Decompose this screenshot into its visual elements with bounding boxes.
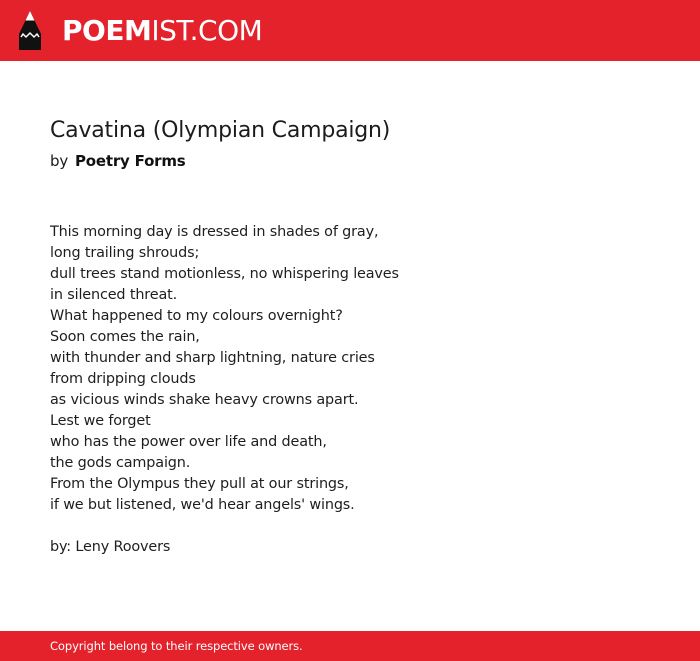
- poem-byline: [50, 150, 650, 172]
- poem-line: who has the power over life and death,: [50, 434, 327, 450]
- site-header: [0, 0, 700, 61]
- poem-line: From the Olympus they pull at our strings,: [50, 476, 349, 492]
- poem-line: as vicious winds shake heavy crowns apart.: [50, 392, 359, 408]
- poem-line: Lest we forget: [50, 413, 151, 429]
- poem-line: from dripping clouds: [50, 371, 196, 387]
- author-link[interactable]: Poetry Forms: [75, 152, 186, 170]
- copyright-text: Copyright belong to their respective owners.: [50, 639, 303, 653]
- poem-line: with thunder and sharp lightning, nature cries: [50, 350, 375, 366]
- poem-body: [50, 222, 650, 516]
- poem-line: dull trees stand motionless, no whispering leaves: [50, 266, 399, 282]
- by-label: by: [50, 152, 68, 170]
- poem-line: This morning day is dressed in shades of gray,: [50, 224, 379, 240]
- poem-line: Soon comes the rain,: [50, 329, 200, 345]
- poem-signature: by: Leny Roovers: [50, 539, 171, 555]
- poem-line: if we but listened, we'd hear angels' wings.: [50, 497, 355, 513]
- logo-light-text: IST.COM: [151, 14, 263, 47]
- site-footer: [0, 631, 700, 661]
- logo-bold-text: POEM: [62, 14, 152, 47]
- poem-line: long trailing shrouds;: [50, 245, 200, 261]
- poem-line: in silenced threat.: [50, 287, 178, 303]
- poem-content: [50, 114, 650, 558]
- site-logo-link[interactable]: [17, 10, 262, 52]
- poem-line: the gods campaign.: [50, 455, 191, 471]
- pencil-icon: [17, 10, 43, 52]
- poem-line: What happened to my colours overnight?: [50, 308, 343, 324]
- site-logo-text: [62, 10, 262, 52]
- poem-title: Cavatina (Olympian Campaign): [50, 118, 391, 143]
